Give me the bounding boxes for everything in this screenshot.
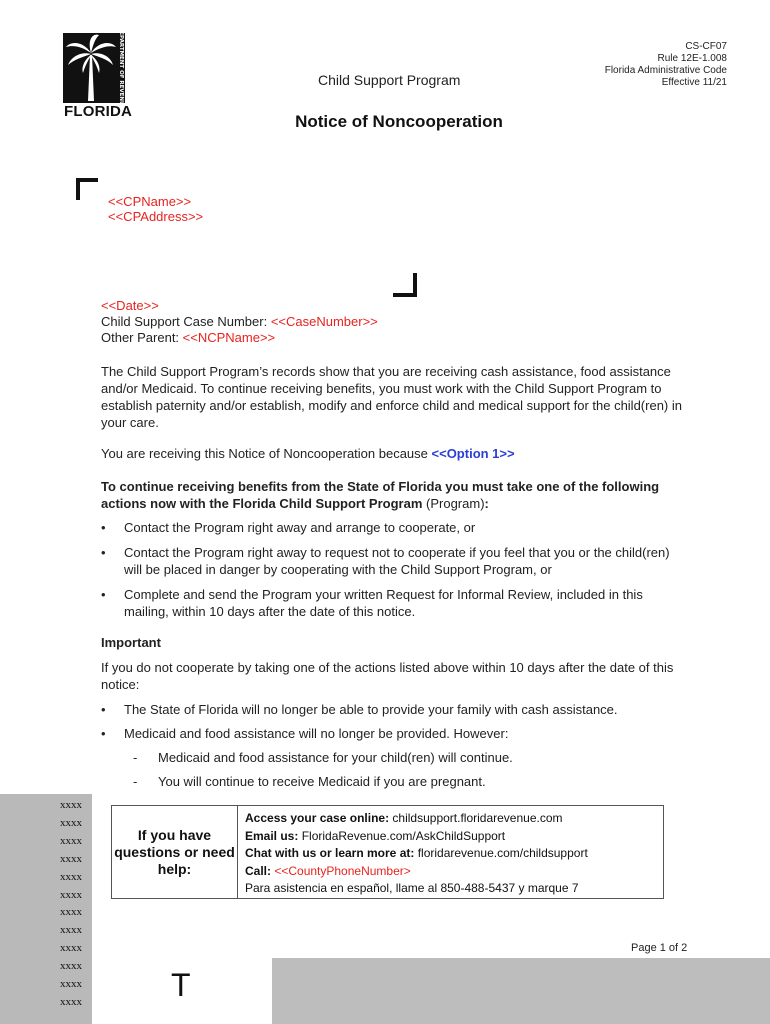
help-online-label: Access your case online: — [245, 811, 390, 825]
margin-mark: xxxx — [60, 942, 82, 955]
dash-marker: - — [133, 774, 138, 789]
recipient-street: <<CPAddress>> — [108, 209, 204, 224]
actions-heading-tail: (Program) — [422, 496, 485, 511]
sub-list-item-text: Medicaid and food assistance for your child(ren) will continue. — [158, 750, 513, 765]
dash-marker: - — [133, 750, 138, 765]
important-text: If you do not cooperate by taking one of the actions listed above within 10 days after the date of this notice: — [101, 660, 674, 692]
list-item — [101, 701, 686, 718]
logo-text: FLORIDA — [64, 103, 133, 120]
list-item — [101, 519, 686, 536]
help-heading: If you have questions or need help: — [112, 806, 238, 898]
help-online — [245, 810, 660, 828]
list-item-text: Complete and send the Program your written Request for Informal Review, included in this mailing, within 10 days after the date of this notice. — [124, 587, 643, 619]
form-effective: Effective 11/21 — [661, 77, 727, 88]
margin-mark: xxxx — [60, 978, 82, 991]
help-contacts — [245, 810, 660, 898]
bullet-icon: • — [101, 702, 106, 717]
help-chat-label: Chat with us or learn more at: — [245, 846, 415, 860]
intro-paragraph: The Child Support Program’s records show that you are receiving cash assistance, food assistance and/or Medicaid. To continue receiving benefits, you must work with the Child Support Program to establish paternity and/or establish, modify and enforce child and medical support for the child(ren) in your care. — [101, 364, 682, 430]
actions-heading-bold: To continue receiving benefits from the State of Florida you must take one of the following actions now with the Florida Child Support Program — [101, 479, 660, 511]
other-parent-label: Other Parent: — [101, 330, 183, 345]
case-info — [101, 298, 378, 346]
form-number: CS-CF07 — [685, 41, 727, 52]
window-corner-top-left — [76, 178, 98, 200]
sub-list-item — [133, 749, 688, 766]
case-number-label: Child Support Case Number: — [101, 314, 271, 329]
recipient-name: <<CPName>> — [108, 194, 192, 209]
help-box — [111, 805, 664, 899]
margin-mark: xxxx — [60, 834, 82, 847]
list-item-text: The State of Florida will no longer be able to provide your family with cash assistance. — [124, 702, 618, 717]
margin-mark: xxxx — [60, 924, 82, 937]
help-email — [245, 828, 660, 846]
list-item-text: Contact the Program right away to request not to cooperate if you feel that you or the child(ren) will be placed in danger by cooperating with the Child Support Program, or — [124, 545, 670, 577]
other-parent: <<NCPName>> — [182, 330, 276, 345]
margin-mark: xxxx — [60, 888, 82, 901]
sub-list-item — [133, 773, 688, 790]
help-online-link[interactable]: childsupport.floridarevenue.com — [389, 811, 563, 825]
sub-list-item-text: You will continue to receive Medicaid if you are pregnant. — [158, 774, 486, 789]
help-call-label: Call: — [245, 863, 275, 878]
list-item — [101, 586, 686, 620]
logo-side-text: DEPARTMENT OF REVENUE — [118, 33, 124, 103]
form-rule: Rule 12E-1.008 — [657, 53, 727, 64]
actions-heading — [101, 478, 686, 512]
help-spanish: Para asistencia en español, llame al 850-488-5437 y marque 7 — [245, 881, 579, 895]
window-corner-bottom-right — [393, 273, 417, 297]
margin-mark: xxxx — [60, 852, 82, 865]
bullet-icon: • — [101, 726, 106, 741]
bullet-icon: • — [101, 545, 106, 560]
reason-option: <<Option 1>> — [431, 446, 515, 461]
margin-marks — [60, 797, 82, 1012]
form-code: Florida Administrative Code — [604, 65, 727, 76]
list-item-text: Contact the Program right away and arrange to cooperate, or — [124, 520, 476, 535]
list-item — [101, 544, 686, 578]
margin-mark: xxxx — [60, 799, 82, 811]
bottom-gray-block — [272, 958, 770, 1024]
case-number: <<CaseNumber>> — [270, 314, 378, 329]
help-call — [245, 863, 660, 881]
bottom-mark: T — [171, 967, 191, 1003]
margin-mark: xxxx — [60, 995, 82, 1008]
bullet-icon: • — [101, 520, 106, 535]
reason-paragraph — [101, 445, 686, 462]
page-title: Notice of Noncooperation — [295, 112, 503, 131]
notice-date: <<Date>> — [101, 298, 159, 313]
list-item — [101, 725, 686, 742]
margin-mark: xxxx — [60, 906, 82, 919]
actions-heading-colon: : — [484, 496, 489, 511]
help-chat-link[interactable]: floridarevenue.com/childsupport — [414, 846, 588, 860]
form-info — [605, 41, 727, 89]
help-email-label: Email us: — [245, 828, 299, 843]
page-number: Page 1 of 2 — [631, 942, 688, 954]
help-phone: <<CountyPhoneNumber> — [274, 863, 411, 878]
bullet-icon: • — [101, 587, 106, 602]
reason-prefix: You are receiving this Notice of Noncooperation because — [101, 446, 432, 461]
margin-mark: xxxx — [60, 816, 82, 829]
program-title: Child Support Program — [318, 72, 461, 88]
margin-mark: xxxx — [60, 960, 82, 973]
list-item-text: Medicaid and food assistance will no longer be provided. However: — [124, 726, 509, 741]
margin-mark: xxxx — [60, 870, 82, 883]
help-chat — [245, 845, 660, 863]
recipient-address — [108, 194, 203, 224]
help-email-link[interactable]: FloridaRevenue.com/AskChildSupport — [298, 828, 506, 843]
important-heading: Important — [101, 635, 161, 650]
